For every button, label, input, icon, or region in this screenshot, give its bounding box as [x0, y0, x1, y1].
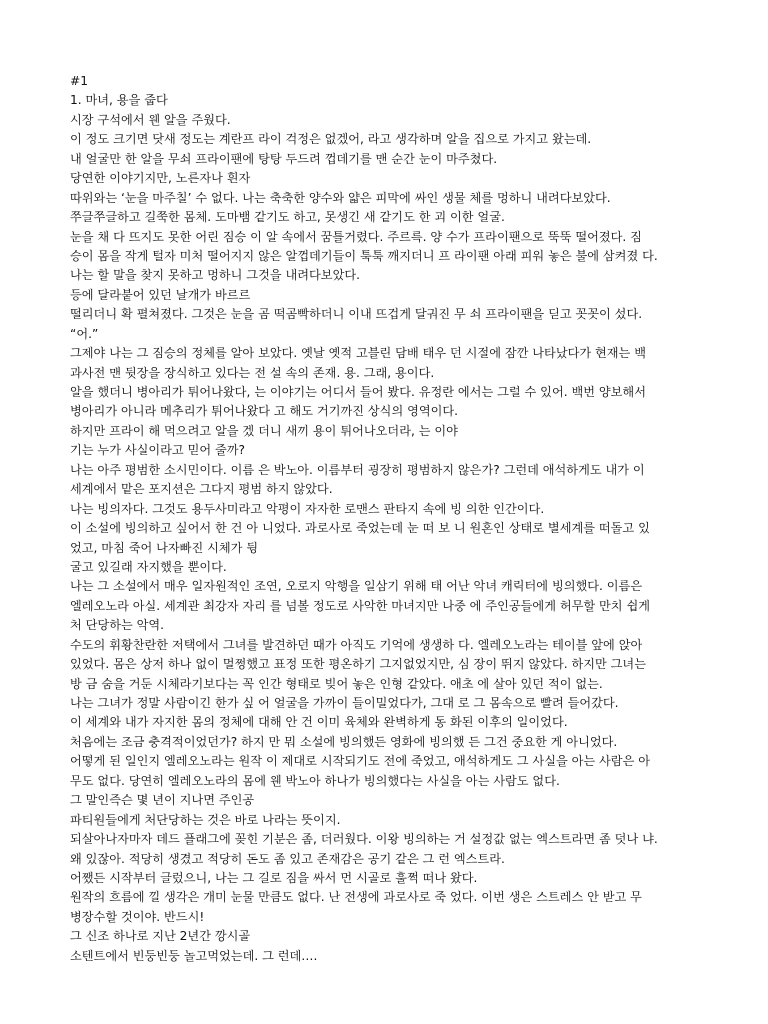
body-line: 알을 했더니 병아리가 튀어나왔다, 는 이야기는 어디서 들어 봤다. 유정란 에서는 그럴 수 있어. 백번 양보해서 [70, 385, 646, 399]
body-line: 과사전 맨 뒷장을 장식하고 있다는 전 설 속의 존재. 용. 그래, 용이다. [70, 365, 435, 380]
body-line: 무도 없다. 당연히 엘레오노라의 몸에 웬 박노아 하나가 빙의했다는 사실을 아는 사람도 없다. [70, 773, 560, 788]
body-line: 등에 달라붙어 있던 날개가 바르르 [70, 287, 251, 302]
body-line: 원작의 흐름에 낄 생각은 개미 눈물 만큼도 없다. 난 전생에 과로사로 죽 었다. 이번 생은 스트레스 안 받고 무 [70, 890, 642, 905]
body-line: 나는 아주 평범한 소시민이다. 이름 은 박노아. 이름부터 굉장히 평범하지 않은가? 그런데 애석하게도 내가 이 [70, 462, 645, 477]
body-line: 처음에는 조금 충격적이었던가? 하지 만 뭐 소설에 빙의했든 영화에 빙의했 든 그건 중요한 게 아니었다. [70, 734, 618, 749]
body-line: 굴고 있길래 자지했을 뿐이다. [70, 559, 227, 574]
body-line: 병장수할 것이야. 반드시! [70, 909, 205, 924]
chapter-number: #1 [70, 74, 88, 88]
body-line: 눈을 채 다 뜨지도 못한 어린 짐승 이 알 속에서 꿈틀거렸다. 주르륵. 양 수가 프라이팬으로 뚝뚝 떨어졌다. 짐 [70, 229, 642, 244]
body-line: 시장 구석에서 웬 알을 주웠다. [70, 112, 231, 127]
body-line: 그제야 나는 그 짐승의 정체를 알아 보았다. 옛날 옛적 고블린 담배 태우 던 시절에 잠깐 나타났다가 현재는 백 [70, 346, 646, 361]
body-line: 내 얼굴만 한 알을 무쇠 프라이팬에 탕탕 두드려 껍데기를 맨 순간 눈이 마주쳤다. [70, 151, 498, 166]
body-line: 이 소설에 빙의하고 싶어서 한 건 아 니었다. 과로사로 죽었는데 눈 떠 보 니 원혼인 상태로 별세계를 떠돌고 있 [70, 521, 650, 536]
body-line: 당연한 이야기지만, 노른자나 흰자 [70, 171, 251, 186]
document-page [70, 72, 700, 966]
body-line: 처 단당하는 악역. [70, 618, 165, 633]
body-line: 이 세계와 내가 자지한 몸의 정체에 대해 안 건 이미 육체와 완벽하게 동 화된 이후의 일이었다. [70, 715, 568, 730]
body-line: 되살아나자마자 데드 플래그에 꽂힌 기분은 좀, 더러웠다. 이왕 빙의하는 거 설정값 없는 엑스트라면 좀 덧나 냐. [70, 832, 658, 847]
body-line: 기는 누가 사실이라고 믿어 줄까? [70, 443, 246, 458]
body-line: 있었다. 몸은 상저 하나 없이 멀쩡했고 표정 또한 평온하기 그지없었지만, 심 장이 뛰지 않았다. 하지만 그녀는 [70, 657, 646, 672]
body-line: 었고, 마침 죽어 나자빠진 시체가 뒹 [70, 540, 259, 555]
body-line: 병아리가 아니라 메추리가 튀어나왔다 고 해도 거기까진 상식의 영역이다. [70, 404, 459, 419]
body-line: 따위와는 ‘눈을 마주칠’ 수 없다. 나는 축축한 양수와 얇은 피막에 싸인 생물 체를 멍하니 내려다보았다. [70, 190, 611, 205]
body-line: 파티원들에게 처단당하는 것은 바로 나라는 뜻이지. [70, 812, 341, 827]
body-line: 그 말인즉슨 몇 년이 지나면 주인공 [70, 793, 255, 808]
body-line: 소텐트에서 빈둥빈둥 놀고먹었는데. 그 런데…. [70, 948, 318, 963]
body-line: 나는 빙의자다. 그것도 용두사미라고 악평이 자자한 로맨스 판타지 속에 빙 의한 인간이다. [70, 501, 545, 516]
body-line: 나는 그 소설에서 매우 일자원적인 조연, 오로지 악행을 일삼기 위해 태 어난 악녀 캐릭터에 빙의했다. 이름은 [70, 579, 643, 594]
body-line: 어쨌든 시작부터 글렀으니, 나는 그 길로 짐을 싸서 먼 시골로 훌쩍 떠나 왔다. [70, 870, 478, 885]
body-line: 엘레오노라 아실. 세계관 최강자 자리 를 넘볼 정도로 사악한 마녀지만 나중 에 주인공들에게 허무할 만치 쉽게 [70, 598, 651, 613]
body-line: 떨리더니 확 펼쳐졌다. 그것은 눈을 곰 떡곰빡하더니 이내 뜨겁게 달궈진 무 쇠 프라이팬을 딛고 꼿꼿이 섰다. [70, 307, 643, 322]
body-line: 쭈글쭈글하고 길쭉한 몸체. 도마뱀 같기도 하고, 못생긴 새 같기도 한 괴 이한 얼굴. [70, 210, 505, 225]
body-line: 나는 그녀가 정말 사람이긴 한가 싶 어 얼굴을 가까이 들이밀었다가, 그대 로 그 몸속으로 빨려 들어갔다. [70, 696, 619, 710]
chapter-title: 1. 마녀, 용을 줍다 [70, 93, 168, 108]
body-line: 승이 몸을 작게 털자 미처 떨어지지 않은 알껍데기들이 툭툭 깨지더니 프 라이팬 아래 피워 놓은 불에 삼켜졌 다. [70, 248, 658, 263]
body-line: 방 금 숨을 거둔 시체라기보다는 꼭 인간 형태로 빚어 놓은 인형 같았다. 애초 에 살아 있던 적이 없는. [70, 676, 603, 691]
body-line: 어떻게 된 일인지 엘레오노라는 원작 이 제대로 시작되기도 전에 죽었고, 애석하게도 그 사실을 아는 사람은 아 [70, 754, 651, 769]
body-line: 세계에서 맡은 포지션은 그다지 평범 하지 않았다. [70, 482, 333, 497]
body-line: 하지만 프라이 해 먹으려고 알을 겠 더니 새끼 용이 튀어나오더라, 는 이야 [70, 423, 458, 438]
body-line: 나는 할 말을 찾지 못하고 멍하니 그것을 내려다보았다. [70, 268, 361, 283]
dialogue-line: “어.” [70, 326, 99, 341]
body-line: 왜 있잖아. 적당히 생겼고 적당히 돈도 좀 있고 존재감은 공기 같은 그 런 엑스트라. [70, 851, 505, 866]
body-line: 이 정도 크기면 닷새 정도는 계란프 라이 걱정은 없겠어, 라고 생각하며 알을 집으로 가지고 왔는데. [70, 132, 592, 147]
body-line: 수도의 휘황찬란한 저택에서 그녀를 발견하던 때가 아직도 기억에 생생하 다. 엘레오노라는 테이블 앞에 앉아 [70, 637, 643, 652]
body-line: 그 신조 하나로 지난 2년간 깡시골 [70, 929, 251, 944]
